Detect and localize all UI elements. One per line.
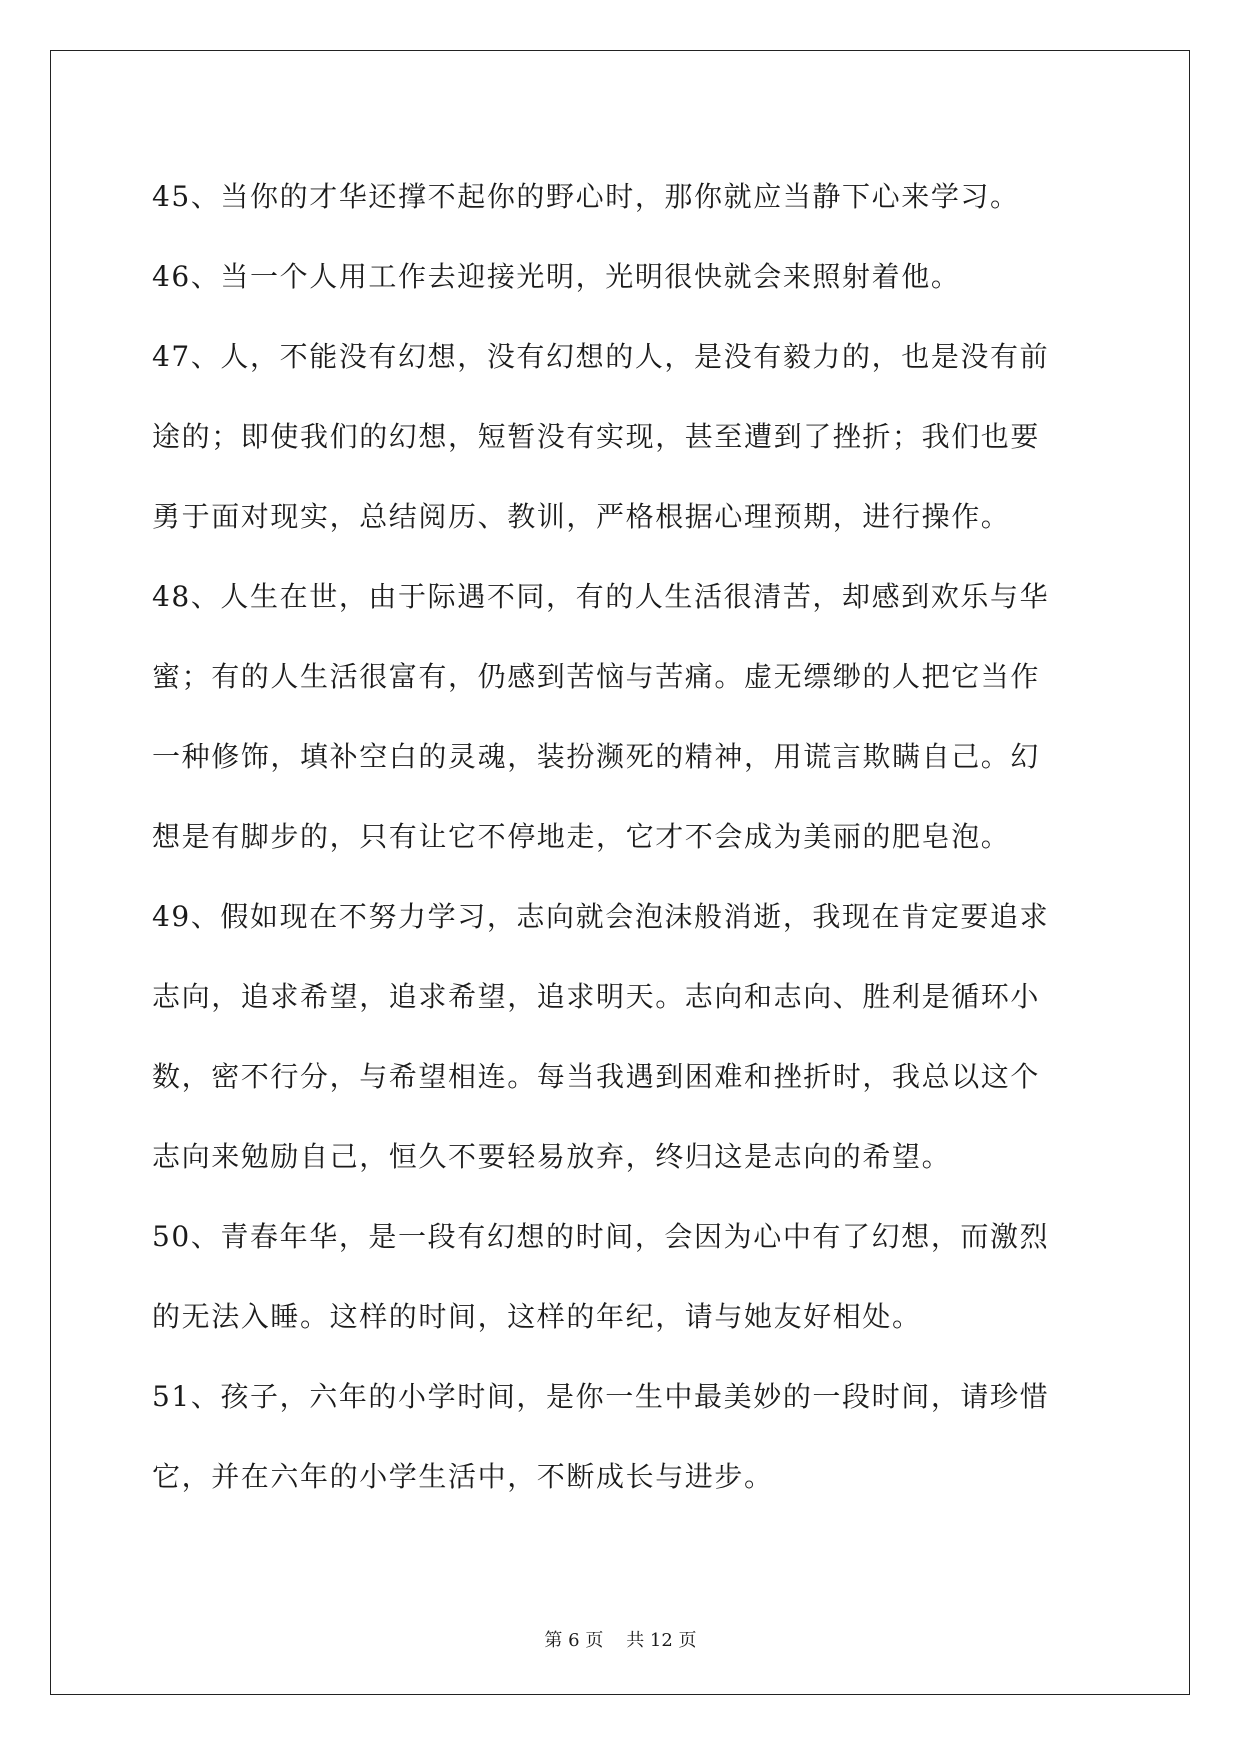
page-number-footer: 第 6 页 共 12 页 (544, 1630, 697, 1651)
text-line: 志向，追求希望，追求希望，追求明天。志向和志向、胜利是循环小 (152, 980, 1041, 1013)
text-line: 志向来勉励自己，恒久不要轻易放弃，终归这是志向的希望。 (152, 1140, 952, 1173)
text-line: 的无法入睡。这样的时间，这样的年纪，请与她友好相处。 (152, 1300, 922, 1333)
text-line: 50、青春年华，是一段有幻想的时间，会因为心中有了幻想，而激烈 (152, 1220, 1050, 1253)
text-line: 蜜；有的人生活很富有，仍感到苦恼与苦痛。虚无缥缈的人把它当作 (152, 660, 1041, 693)
document-body (152, 157, 1092, 1517)
text-line: 45、当你的才华还撑不起你的野心时，那你就应当静下心来学习。 (152, 180, 1020, 213)
text-line: 47、人，不能没有幻想，没有幻想的人，是没有毅力的，也是没有前 (152, 340, 1050, 373)
text-line: 它，并在六年的小学生活中，不断成长与进步。 (152, 1460, 774, 1493)
text-line: 一种修饰，填补空白的灵魂，装扮濒死的精神，用谎言欺瞒自己。幻 (152, 740, 1041, 773)
text-line: 勇于面对现实，总结阅历、教训，严格根据心理预期，进行操作。 (152, 500, 1011, 533)
text-line: 数，密不行分，与希望相连。每当我遇到困难和挫折时，我总以这个 (152, 1060, 1041, 1093)
text-line: 46、当一个人用工作去迎接光明，光明很快就会来照射着他。 (152, 260, 961, 293)
text-line: 49、假如现在不努力学习，志向就会泡沫般消逝，我现在肯定要追求 (152, 900, 1050, 933)
text-line: 想是有脚步的，只有让它不停地走，它才不会成为美丽的肥皂泡。 (152, 820, 1011, 853)
text-line: 途的；即使我们的幻想，短暂没有实现，甚至遭到了挫折；我们也要 (152, 420, 1041, 453)
text-line: 51、孩子，六年的小学时间，是你一生中最美妙的一段时间，请珍惜 (152, 1380, 1050, 1413)
text-line: 48、人生在世，由于际遇不同，有的人生活很清苦，却感到欢乐与华 (152, 580, 1050, 613)
